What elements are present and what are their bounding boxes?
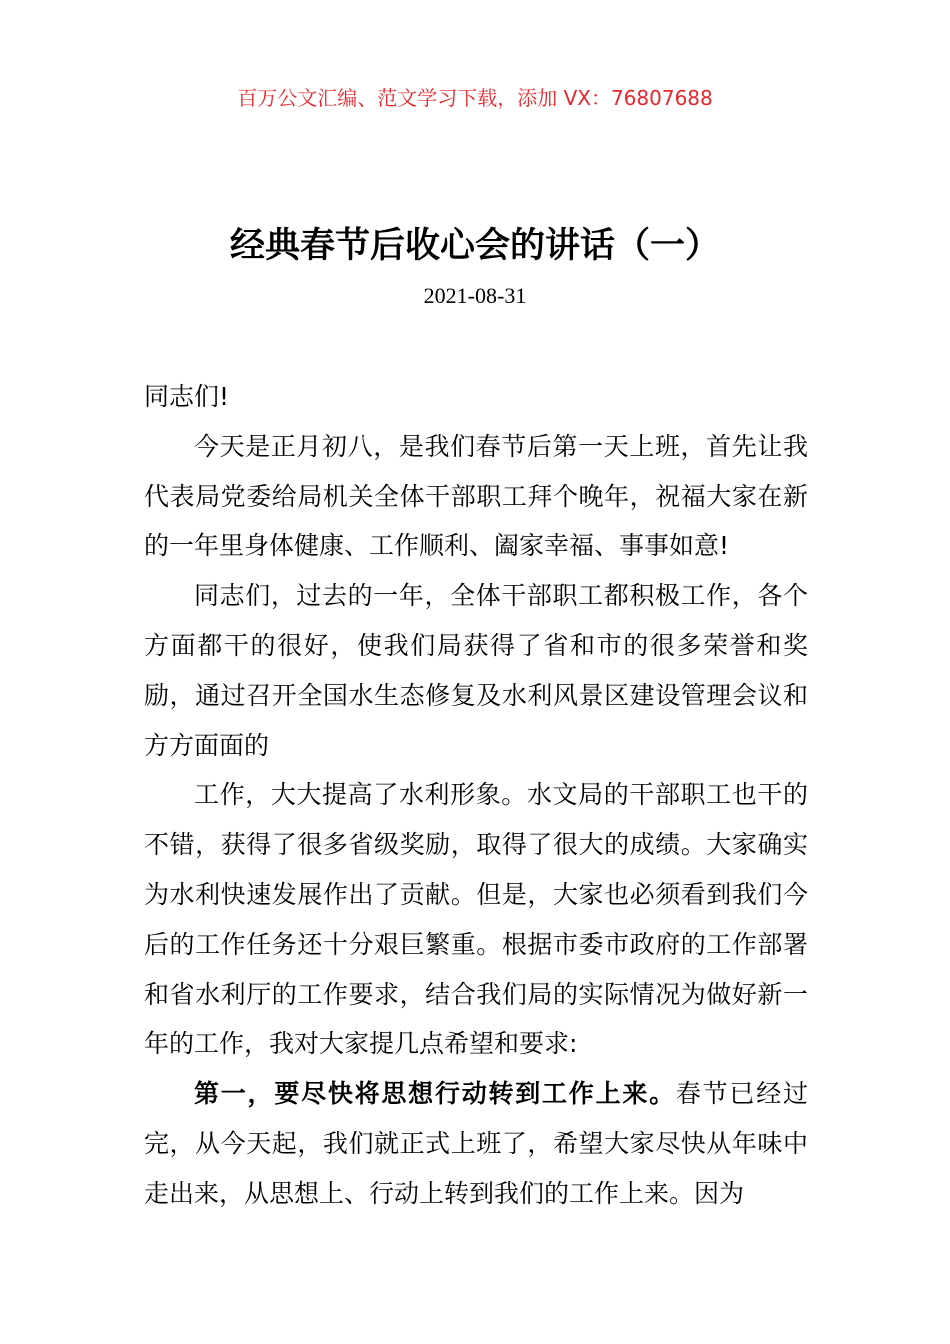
point-one-text: 春节已经过完，从今天起，我们就正式上班了，希望大家尽快从年味中走出来，从思想上、行动上转到我们的工作上来。因为 bbox=[144, 1079, 808, 1208]
paragraph-point-one bbox=[144, 1069, 808, 1218]
point-one-heading: 第一，要尽快将思想行动转到工作上来。 bbox=[194, 1079, 676, 1109]
document-date: 2021-08-31 bbox=[423, 283, 527, 308]
document-title: 经典春节后收心会的讲话（一） bbox=[229, 226, 720, 266]
salutation: 同志们! bbox=[144, 382, 230, 411]
paragraph-achievements: 工作，大大提高了水利形象。水文局的干部职工也干的不错，获得了很多省级奖励，取得了很大的成绩。大家确实为水利快速发展作出了贡献。但是，大家也必须看到我们今后的工作任务还十分艰巨繁重。根据市委市政府的工作部署和省水利厅的工作要求，结合我们局的实际情况为做好新一年的工作，我对大家提几点希望和要求: bbox=[144, 780, 808, 1059]
paragraph-greeting: 今天是正月初八，是我们春节后第一天上班，首先让我代表局党委给局机关全体干部职工拜个晚年，祝福大家在新的一年里身体健康、工作顺利、阖家幸福、事事如意! bbox=[144, 431, 808, 561]
document-body bbox=[144, 372, 808, 1219]
promo-header bbox=[0, 84, 950, 112]
promo-header-text: 百万公文汇编、范文学习下载，添加 VX：76807688 bbox=[237, 86, 713, 110]
paragraph-review: 同志们，过去的一年，全体干部职工都积极工作，各个方面都干的很好，使我们局获得了省和市的很多荣誉和奖励，通过召开全国水生态修复及水利风景区建设管理会议和方方面面的 bbox=[144, 581, 808, 760]
